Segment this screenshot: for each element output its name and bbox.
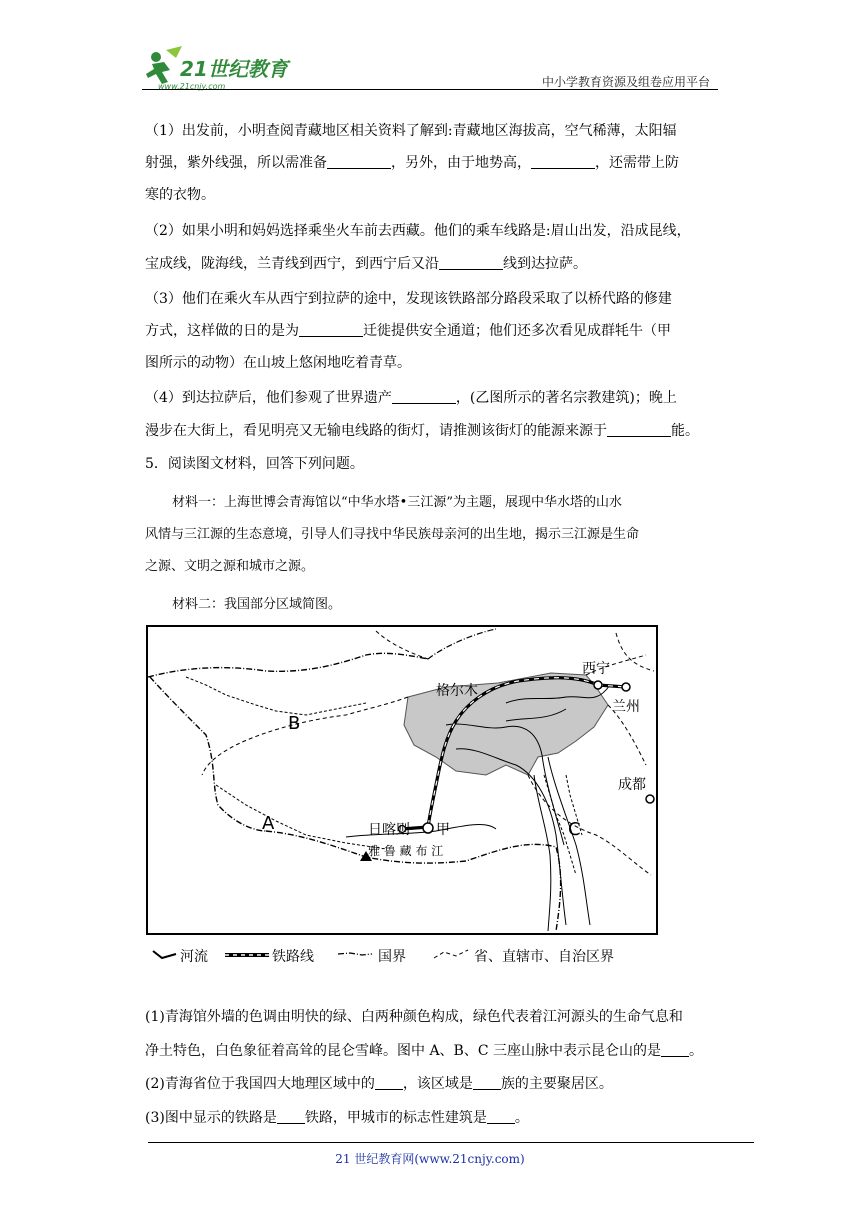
province-legend-icon <box>432 948 470 962</box>
answer-blank[interactable] <box>277 1110 305 1124</box>
material1-line1: 材料一：上海世博会青海馆以“中华水塔•三江源”为主题，展现中华水塔的山水 <box>172 495 622 510</box>
railway-legend-icon <box>224 950 270 960</box>
q3-line1: （3）他们在乘火车从西宁到拉萨的途中，发现该铁路部分路段采取了以桥代路的修建 <box>145 291 672 307</box>
label-jia: 甲 <box>436 822 450 838</box>
header-rule <box>142 89 718 90</box>
header-platform-text: 中小学教育资源及组卷应用平台 <box>542 75 711 89</box>
label-mountain-b: B <box>288 713 301 734</box>
q4-line2: 漫步在大街上，看见明亮又无输电线路的街灯，请推测该街灯的能源来源于 能。 <box>145 423 699 439</box>
q5-sub2: (2)青海省位于我国四大地理区域中的 ，该区域是 族的主要聚居区。 <box>145 1076 613 1092</box>
q5-sub1-line1: (1)青海馆外墙的色调由明快的绿、白两种颜色构成，绿色代表着江河源头的生命气息和 <box>145 1009 683 1025</box>
legend-railway-label: 铁路线 <box>272 949 314 965</box>
answer-blank[interactable] <box>487 1110 515 1124</box>
city-marker-xining <box>594 681 602 689</box>
label-geermu: 格尔木 <box>436 683 478 699</box>
q1-line1: （1）出发前，小明查阅青藏地区相关资料了解到:青藏地区海拔高，空气稀薄，太阳辐 <box>145 123 677 139</box>
q5-sub1-line2: 净土特色，白色象征着高耸的昆仑雪峰。图中 A、B、C 三座山脉中表示昆仑山的是 。 <box>145 1043 704 1059</box>
logo-url: www.21cnjy.com <box>158 82 226 91</box>
runner-icon <box>146 46 182 84</box>
q3-line2: 方式，这样做的日的是为 迁徙提供安全通道；他们还多次看见成群牦牛（甲 <box>145 323 671 339</box>
map-legend <box>146 944 666 968</box>
answer-blank[interactable] <box>392 390 456 404</box>
footer-rule <box>148 1142 754 1143</box>
map-frame <box>147 626 657 934</box>
q3-line3: 图所示的动物）在山坡上悠闲地吃着青草。 <box>145 355 411 371</box>
site-logo <box>142 44 312 92</box>
label-mountain-a: A <box>262 813 275 834</box>
answer-blank[interactable] <box>607 423 671 437</box>
answer-blank[interactable] <box>661 1043 689 1057</box>
legend-province-label: 省、直辖市、自治区界 <box>474 949 614 965</box>
legend-border-label: 国界 <box>378 949 406 965</box>
q1-line3: 寒的衣物。 <box>145 187 215 203</box>
footer-link[interactable]: 21 世纪教育网(www.21cnjy.com) <box>335 1152 525 1166</box>
label-xining: 西宁 <box>582 661 610 677</box>
label-rikaze: 日喀则 <box>368 822 410 838</box>
label-mountain-c: C <box>568 819 581 840</box>
label-river: 雅 鲁 藏 布 江 <box>368 844 444 858</box>
city-marker-jia <box>423 823 433 833</box>
answer-blank[interactable] <box>375 1076 403 1090</box>
material1-line2: 风情与三江源的生态意境，引导人们寻找中华民族母亲河的出生地，揭示三江源是生命 <box>145 527 640 542</box>
city-marker-lanzhou <box>622 683 630 691</box>
q2-line1: （2）如果小明和妈妈选择乘坐火车前去西藏。他们的乘车线路是:眉山出发，沿成昆线， <box>145 223 691 239</box>
border-legend-icon <box>336 948 374 962</box>
logo-text: 21世纪教育 <box>180 57 288 81</box>
answer-blank[interactable] <box>327 155 391 169</box>
q4-line1: （4）到达拉萨后，他们参观了世界遗产 ，(乙图所示的著名宗教建筑)；晚上 <box>145 390 677 406</box>
material2-caption: 材料二：我国部分区域简图。 <box>172 597 342 612</box>
q2-line2: 宝成线，陇海线，兰青线到西宁，到西宁后又沿 线到达拉萨。 <box>145 256 587 272</box>
river-legend-icon <box>152 948 178 962</box>
legend-river-label: 河流 <box>180 949 208 965</box>
answer-blank[interactable] <box>299 323 363 337</box>
answer-blank[interactable] <box>439 256 503 270</box>
city-marker-chengdu <box>646 795 654 803</box>
answer-blank[interactable] <box>531 155 595 169</box>
region-map <box>146 625 658 935</box>
label-lanzhou: 兰州 <box>612 699 640 715</box>
q5-sub3: (3)图中显示的铁路是 铁路，甲城市的标志性建筑是 。 <box>145 1110 529 1126</box>
q1-line2: 射强，紫外线强，所以需准备 ，另外，由于地势高， ，还需带上防 <box>145 155 679 171</box>
label-chengdu: 成都 <box>618 777 646 793</box>
material1-line3: 之源、文明之源和城市之源。 <box>145 559 315 574</box>
answer-blank[interactable] <box>473 1076 501 1090</box>
q5-title: 5．阅读图文材料，回答下列问题。 <box>145 456 364 472</box>
